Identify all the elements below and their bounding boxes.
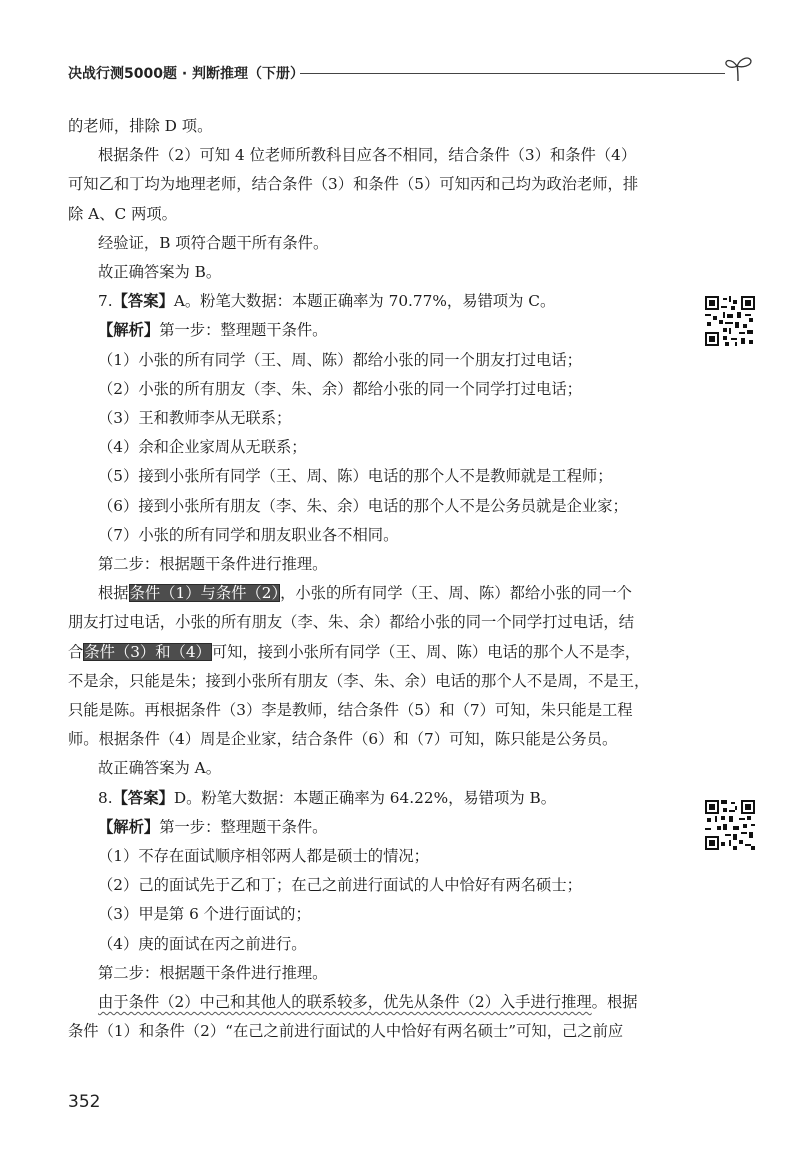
condition-line: （1）小张的所有同学（王、周、陈）都给小张的同一个朋友打过电话；: [98, 350, 582, 369]
condition-line: （3）甲是第 6 个进行面试的；: [98, 905, 311, 924]
analysis-line: [68, 813, 702, 842]
text-line: 除 A、C 两项。: [68, 204, 177, 223]
question-number: 8.: [98, 788, 113, 807]
answer-tag: 【答案】: [112, 292, 174, 311]
text-line: 第二步：根据题干条件进行推理。: [98, 555, 328, 574]
text-span: ，小张的所有同学（王、周、陈）都给小张的同一个: [280, 584, 632, 603]
answer-text: A。粉笔大数据：本题正确率为 70.77%，易错项为 C。: [173, 292, 556, 311]
qr-code-icon[interactable]: [705, 800, 755, 850]
question-7-answer-line: [68, 287, 702, 316]
text-line: 师。根据条件（4）周是企业家，结合条件（6）和（7）可知，陈只能是公务员。: [68, 730, 618, 749]
text-span: 合: [68, 642, 84, 661]
analysis-tag: 【解析】: [98, 817, 160, 836]
text-line: 第二步：根据题干条件进行推理。: [98, 963, 328, 982]
text-line: 可知乙和丁均为地理老师，结合条件（3）和条件（5）可知丙和己均为政治老师，排: [68, 175, 639, 194]
analysis-tag: 【解析】: [98, 321, 160, 340]
condition-line: （1）不存在面试顺序相邻两人都是硕士的情况；: [98, 847, 429, 866]
text-line: [68, 988, 702, 1017]
text-line: 条件（1）和条件（2）“在己之前进行面试的人中恰好有两名硕士”可知，己之前应: [68, 1022, 624, 1041]
text-span: 可知，接到小张所有同学（王、周、陈）电话的那个人不是李，: [211, 642, 641, 661]
highlighted-condition: 条件（1）与条件（2）: [129, 584, 280, 603]
condition-line: （6）接到小张所有朋友（李、朱、余）电话的那个人不是公务员就是企业家；: [98, 496, 628, 515]
text-line: 只能是陈。再根据条件（3）李是教师，结合条件（5）和（7）可知，朱只能是工程: [68, 701, 633, 720]
text-span: 。根据: [591, 993, 638, 1012]
sprout-icon: [722, 54, 754, 82]
analysis-text: 第一步：整理题干条件。: [159, 321, 328, 340]
condition-line: （5）接到小张所有同学（王、周、陈）电话的那个人不是教师就是工程师；: [98, 467, 613, 486]
question-number: 7.: [98, 292, 113, 311]
qr-code-icon[interactable]: [705, 296, 755, 346]
condition-line: （4）庚的面试在丙之前进行。: [98, 934, 307, 953]
condition-line: （3）王和教师李从无联系；: [98, 409, 292, 428]
text-line: 的老师，排除 D 项。: [68, 117, 213, 135]
highlighted-condition: 条件（3）和（4）: [84, 642, 211, 661]
text-line: [68, 579, 702, 608]
text-line: 根据条件（2）可知 4 位老师所教科目应各不相同，结合条件（3）和条件（4）: [98, 146, 637, 165]
text-line: 经验证，B 项符合题干所有条件。: [98, 233, 329, 252]
answer-explanation-text: [68, 112, 702, 1047]
analysis-line: [68, 316, 702, 345]
question-8-answer-line: [68, 784, 702, 813]
analysis-text: 第一步：整理题干条件。: [159, 817, 328, 836]
text-line: 故正确答案为 B。: [98, 263, 222, 282]
condition-line: （7）小张的所有同学和朋友职业各不相同。: [98, 525, 399, 544]
condition-line: （2）小张的所有朋友（李、朱、余）都给小张的同一个同学打过电话；: [98, 379, 582, 398]
wavy-underlined-text: 由于条件（2）中己和其他人的联系较多，优先从条件（2）入手进行推理: [98, 993, 592, 1012]
text-line: 朋友打过电话，小张的所有朋友（李、朱、余）都给小张的同一个同学打过电话，结: [68, 613, 634, 632]
text-line: 故正确答案为 A。: [98, 759, 221, 778]
text-span: 根据: [98, 584, 129, 603]
page-number: 352: [68, 1092, 101, 1112]
condition-line: （4）余和企业家周从无联系；: [98, 438, 307, 457]
condition-line: （2）己的面试先于乙和丁；在己之前进行面试的人中恰好有两名硕士；: [98, 876, 582, 895]
answer-tag: 【答案】: [112, 788, 174, 807]
text-line: [68, 638, 702, 667]
text-line: 不是余，只能是朱；接到小张所有朋友（李、朱、余）电话的那个人不是周，不是王，: [68, 671, 650, 690]
answer-text: D。粉笔大数据：本题正确率为 64.22%，易错项为 B。: [173, 788, 557, 807]
running-header-title: 决战行测5000题 · 判断推理（下册）: [68, 66, 305, 82]
header-rule: [300, 73, 725, 74]
